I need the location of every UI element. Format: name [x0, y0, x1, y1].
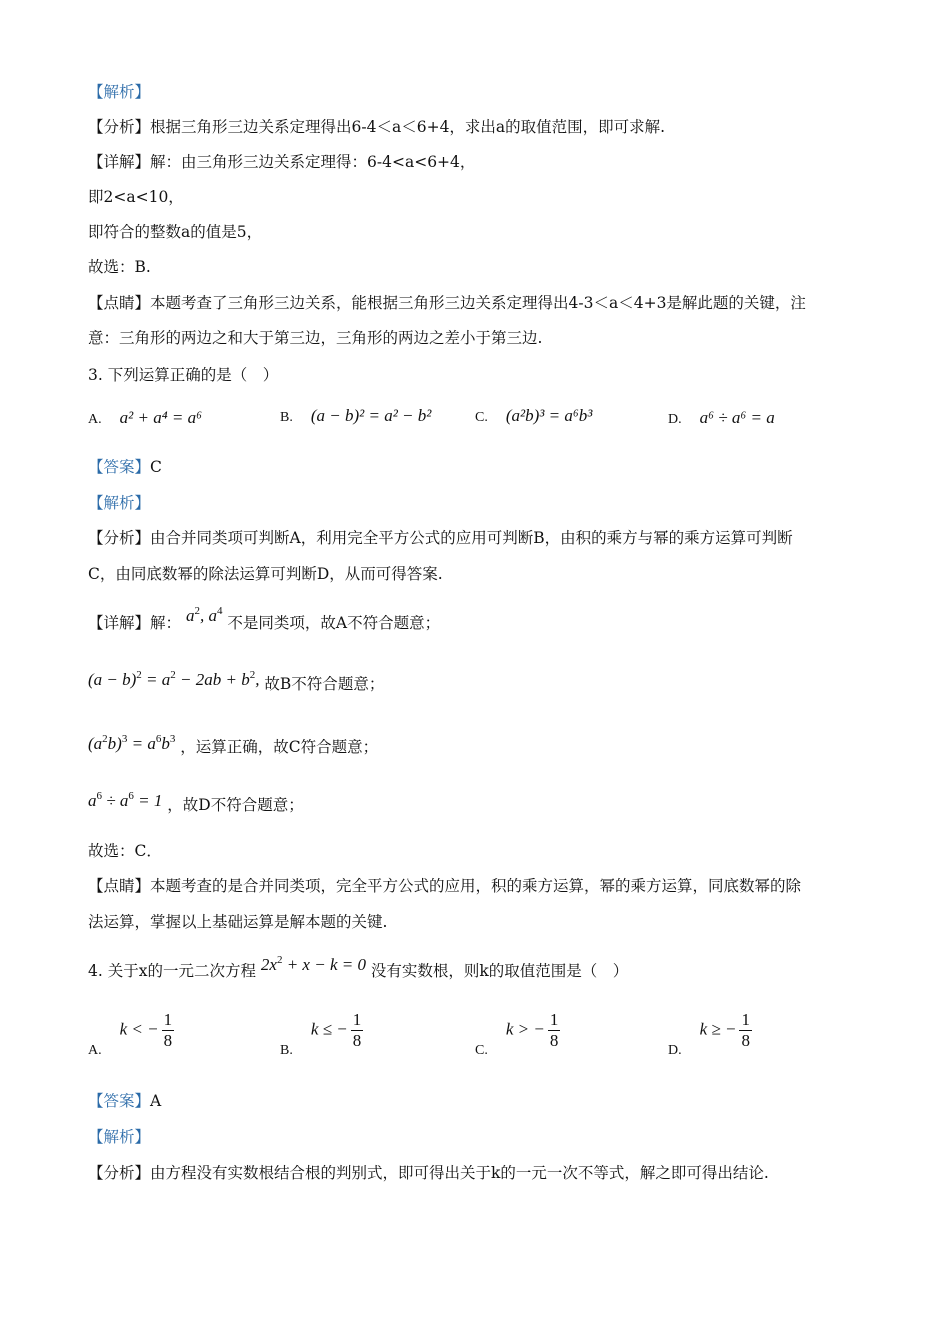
q3-option-d-label: D.	[668, 412, 682, 427]
q4-question-prefix: 4. 关于x的一元二次方程	[88, 962, 256, 980]
q4-analysis-tag: 【分析】	[88, 1164, 151, 1182]
q3-answer	[88, 456, 162, 478]
q3-question: 3. 下列运算正确的是（ ）	[88, 366, 279, 384]
q3-option-b-label: B.	[280, 410, 293, 425]
q3-option-a-expr: a² + a⁴ = a⁶	[119, 408, 202, 427]
q4-analysis	[88, 1162, 769, 1184]
q3-answer-value: C	[150, 458, 162, 476]
q2-analysis-tag: 【分析】	[88, 118, 151, 136]
q2-detail	[88, 151, 475, 173]
q3-detail-d	[88, 789, 304, 816]
q2-analysis	[88, 116, 665, 138]
q3-detail-tag: 【详解】	[88, 614, 151, 632]
q3-detail-d-math: $a^6 \div a^6 = 1$	[88, 790, 163, 810]
q4-option-b-fraction	[351, 1010, 364, 1051]
q4-jiexi-heading: 【解析】	[88, 1128, 151, 1146]
q3-detail-a-text: 不是同类项，故A不符合题意；	[227, 614, 441, 632]
q4-option-d-fraction	[739, 1010, 752, 1051]
q3-detail-b-math: $(a - b)^2 = a^2 - 2ab + b^2$,	[88, 669, 260, 689]
q4-option-d-rel: k ≥ −	[699, 1019, 737, 1039]
q4-option-c-rel: k > −	[505, 1019, 545, 1039]
q4-analysis-text: 由方程没有实数根结合根的判别式，即可得出关于k的一元一次不等式，解之即可得出结论.	[150, 1164, 769, 1182]
q3-analysis-tag: 【分析】	[88, 529, 151, 547]
q4-option-c-den: 8	[549, 1031, 559, 1050]
q3-comment-tag: 【点睛】	[88, 877, 151, 895]
q3-comment-text-1: 本题考查的是合并同类项，完全平方公式的应用，积的乘方运算，幂的乘方运算，同底数幂的除	[150, 877, 802, 895]
q4-question-suffix: 没有实数根，则k的取值范围是（ ）	[370, 962, 629, 980]
q4-option-b	[280, 1010, 363, 1058]
q4-option-d	[668, 1010, 752, 1058]
q4-option-a-fraction	[162, 1010, 175, 1051]
q4-option-c-fraction	[548, 1010, 561, 1051]
q2-step1: 即2<a<10，	[88, 188, 184, 206]
q3-option-c-label: C.	[475, 410, 488, 425]
q3-comment-1	[88, 875, 801, 897]
q4-option-b-den: 8	[352, 1031, 362, 1050]
q4-option-a-num: 1	[163, 1010, 173, 1029]
q4-option-a	[88, 1010, 174, 1058]
q2-detail-tag: 【详解】	[88, 153, 151, 171]
q3-option-b-expr: (a − b)² = a² − b²	[310, 406, 432, 425]
q3-detail-c-text: ，运算正确，故C符合题意；	[180, 738, 379, 756]
q3-option-b	[280, 406, 431, 426]
q4-option-c	[475, 1010, 560, 1058]
q4-equation: $2x^2 + x - k = 0$	[260, 954, 366, 974]
q4-option-b-num: 1	[352, 1010, 362, 1029]
q4-option-d-den: 8	[741, 1031, 750, 1050]
q3-detail-b	[88, 668, 384, 695]
q3-jiexi-heading: 【解析】	[88, 494, 151, 512]
q2-comment-1	[88, 292, 806, 314]
q4-option-a-label: A.	[88, 1042, 102, 1058]
q3-detail-d-text: ，故D不符合题意；	[167, 796, 304, 814]
q4-option-d-label: D.	[668, 1042, 682, 1058]
q2-step2: 即符合的整数a的值是5，	[88, 223, 263, 241]
q2-jiexi-heading: 【解析】	[88, 83, 151, 101]
q4-option-c-num: 1	[549, 1010, 559, 1029]
q3-choose: 故选：C．	[88, 842, 162, 860]
q2-analysis-text: 根据三角形三边关系定理得出6-4＜a＜6+4，求出a的取值范围，即可求解.	[150, 118, 666, 136]
q3-comment-2: 法运算，掌握以上基础运算是解本题的关键.	[88, 913, 388, 931]
q3-detail-a-math: $a^2$, $a^4$	[185, 605, 223, 625]
q3-option-c	[475, 406, 592, 426]
q4-answer-value: A	[150, 1092, 162, 1110]
q3-option-d	[668, 408, 775, 428]
q3-detail-c	[88, 731, 378, 758]
q3-detail-c-math: $(a^2b)^3 = a^6b^3$	[88, 733, 176, 753]
q3-analysis-2: C，由同底数幂的除法运算可判断D，从而可得答案.	[88, 565, 443, 583]
q2-comment-2: 意：三角形的两边之和大于第三边，三角形的两边之差小于第三边.	[88, 329, 543, 347]
q2-comment-text-1: 本题考查了三角形三边关系，能根据三角形三边关系定理得出4-3＜a＜4+3是解此题的关键，注	[150, 294, 806, 312]
q3-option-c-expr: (a²b)³ = a⁶b³	[505, 406, 593, 425]
q4-option-c-label: C.	[475, 1042, 488, 1058]
q2-comment-tag: 【点睛】	[88, 294, 151, 312]
q4-answer	[88, 1090, 161, 1112]
q3-detail-a	[88, 607, 440, 634]
q4-option-a-rel: k < −	[119, 1019, 159, 1039]
q4-option-d-num: 1	[741, 1010, 750, 1029]
q3-detail-prefix: 解：	[150, 614, 182, 632]
q4-option-b-rel: k ≤ −	[310, 1019, 348, 1039]
q4-option-b-label: B.	[280, 1042, 293, 1058]
q4-option-a-den: 8	[163, 1031, 173, 1050]
q3-option-d-expr: a⁶ ÷ a⁶ = a	[699, 408, 775, 427]
q3-analysis-1	[88, 527, 793, 549]
q3-detail-b-text: 故B不符合题意；	[264, 675, 385, 693]
q2-detail-text: 解：由三角形三边关系定理得：6-4<a<6+4，	[150, 153, 476, 171]
q4-question	[88, 955, 628, 982]
q3-analysis-text-1: 由合并同类项可判断A，利用完全平方公式的应用可判断B，由积的乘方与幂的乘方运算可判断	[150, 529, 793, 547]
q4-answer-tag: 【答案】	[88, 1092, 151, 1110]
q3-answer-tag: 【答案】	[88, 458, 151, 476]
q3-option-a-label: A.	[88, 412, 102, 427]
q3-option-a	[88, 408, 202, 428]
q2-choose: 故选：B.	[88, 258, 151, 276]
